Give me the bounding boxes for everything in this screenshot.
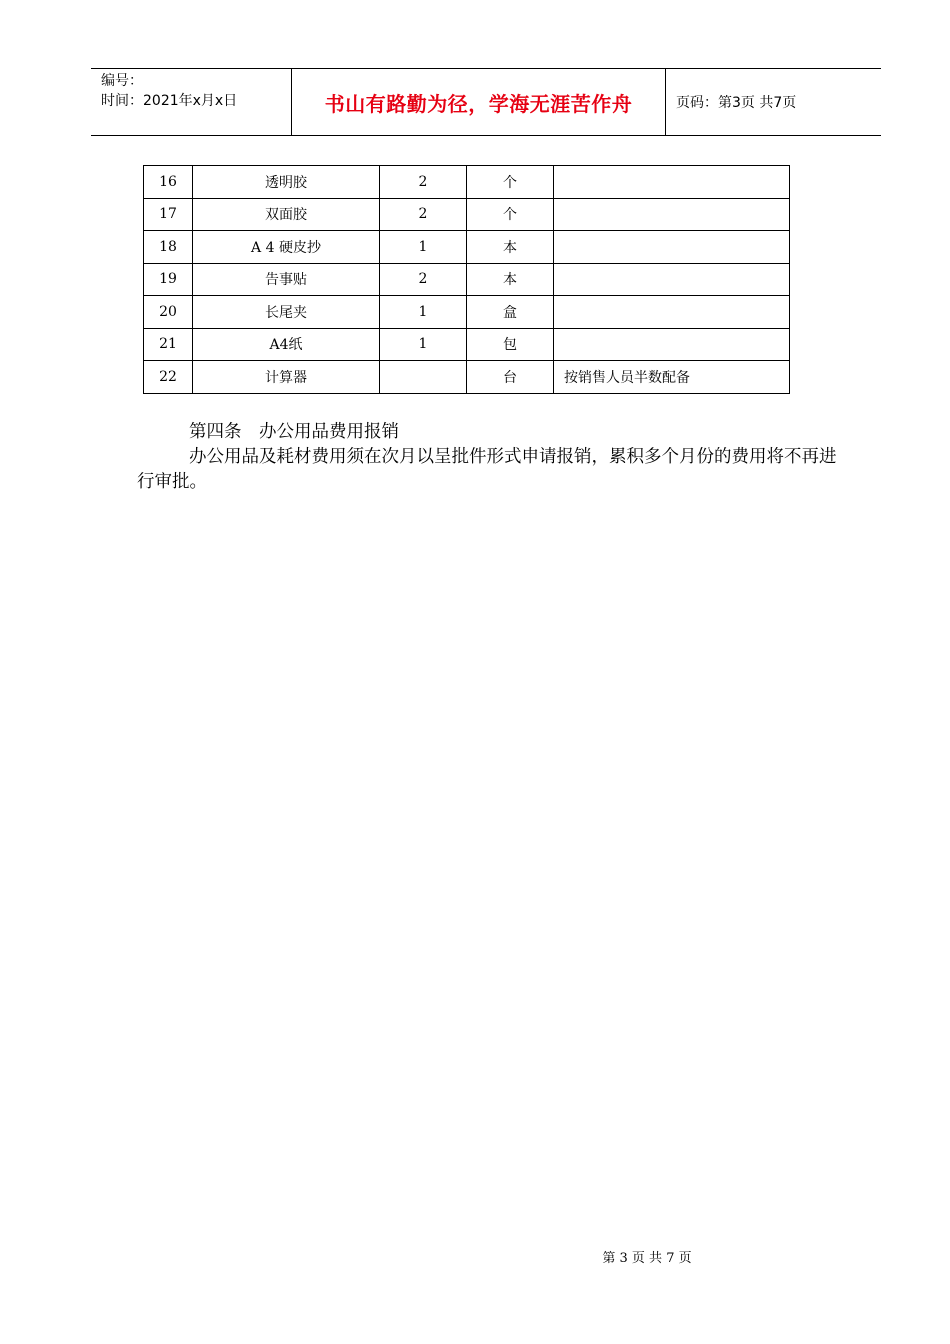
- item-unit: 个: [467, 198, 554, 231]
- table-row: [144, 231, 790, 264]
- item-note: [554, 296, 790, 329]
- item-quantity: [380, 361, 467, 394]
- footer-page-number: 第 3 页 共 7 页: [602, 1251, 692, 1266]
- page-header: [91, 68, 881, 136]
- time-label: 时间：2021年x月x日: [101, 93, 238, 109]
- row-number: 21: [144, 328, 193, 361]
- serial-label: 编号：: [101, 73, 143, 89]
- item-quantity: 1: [380, 231, 467, 264]
- table-row: [144, 198, 790, 231]
- item-name: 计算器: [193, 361, 380, 394]
- item-unit: 盒: [467, 296, 554, 329]
- item-quantity: 2: [380, 263, 467, 296]
- item-note: [554, 263, 790, 296]
- item-note: [554, 198, 790, 231]
- row-number: 17: [144, 198, 193, 231]
- item-note: [554, 166, 790, 199]
- article-paragraph: 办公用品及耗材费用须在次月以呈批件形式申请报销，累积多个月份的费用将不再进行审批。: [137, 447, 837, 492]
- item-name: A4纸: [193, 328, 380, 361]
- item-unit: 个: [467, 166, 554, 199]
- row-number: 16: [144, 166, 193, 199]
- item-unit: 包: [467, 328, 554, 361]
- item-note: 按销售人员半数配备: [554, 361, 790, 394]
- office-supplies-table: [143, 165, 790, 394]
- item-note: [554, 231, 790, 264]
- row-number: 19: [144, 263, 193, 296]
- item-name: 告事贴: [193, 263, 380, 296]
- header-page-indicator: 页码：第3页 共7页: [676, 95, 797, 111]
- header-meta: [91, 69, 292, 135]
- page-footer: [0, 1247, 950, 1266]
- article-heading: 第四条 办公用品费用报销: [189, 422, 399, 442]
- item-unit: 台: [467, 361, 554, 394]
- item-quantity: 2: [380, 166, 467, 199]
- table-row: [144, 166, 790, 199]
- document-body: [137, 420, 837, 495]
- table-row: [144, 296, 790, 329]
- item-quantity: 1: [380, 328, 467, 361]
- item-unit: 本: [467, 263, 554, 296]
- row-number: 22: [144, 361, 193, 394]
- table-row: [144, 361, 790, 394]
- row-number: 20: [144, 296, 193, 329]
- row-number: 18: [144, 231, 193, 264]
- item-name: A 4 硬皮抄: [193, 231, 380, 264]
- item-quantity: 1: [380, 296, 467, 329]
- table-row: [144, 328, 790, 361]
- item-name: 双面胶: [193, 198, 380, 231]
- item-name: 透明胶: [193, 166, 380, 199]
- item-unit: 本: [467, 231, 554, 264]
- item-name: 长尾夹: [193, 296, 380, 329]
- table-row: [144, 263, 790, 296]
- item-note: [554, 328, 790, 361]
- item-quantity: 2: [380, 198, 467, 231]
- header-motto: 书山有路勤为径，学海无涯苦作舟: [292, 69, 666, 135]
